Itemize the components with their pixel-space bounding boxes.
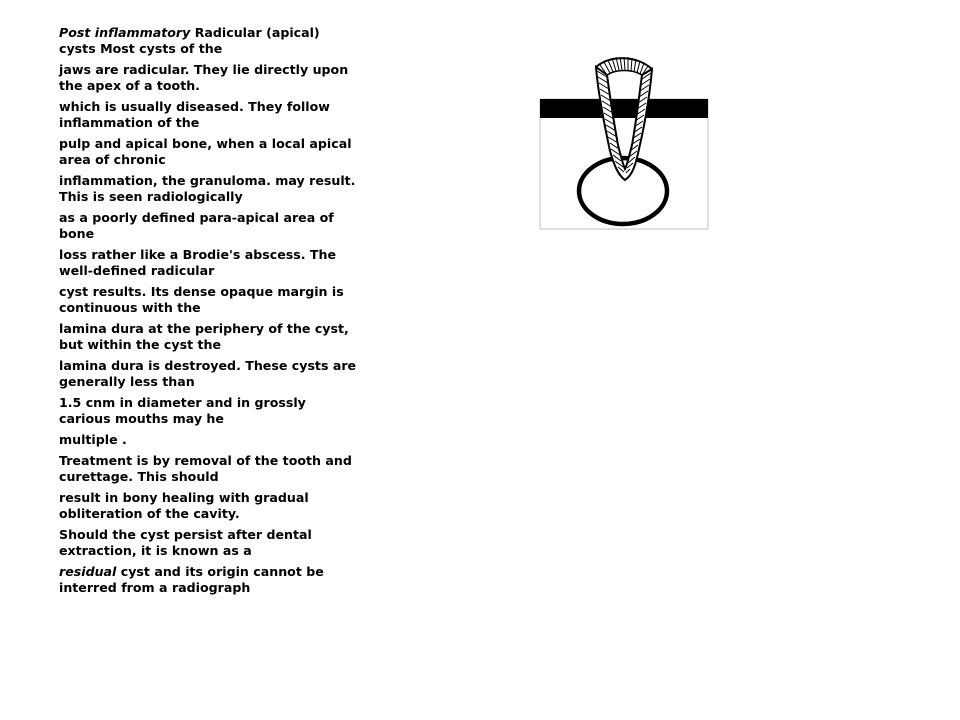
paragraph-15: Should the cyst persist after dental extraction, it is known as a — [59, 527, 312, 558]
paragraph-13: Treatment is by removal of the tooth and curettage. This should — [59, 453, 352, 484]
paragraph-1 — [59, 25, 359, 57]
paragraph-5: inflammation, the granuloma. may result. This is seen radiologically — [59, 173, 356, 204]
paragraph-7: loss rather like a Brodie's abscess. The well-defined radicular — [59, 247, 337, 278]
paragraph-text: cyst and its origin cannot be interred from a radiograph — [59, 564, 324, 595]
tooth-cyst-diagram — [538, 53, 710, 231]
paragraph-12: multiple . — [59, 432, 127, 447]
alveolar-crest-band — [540, 99, 708, 118]
paragraph-9: lamina dura at the periphery of the cyst, but within the cyst the — [59, 321, 349, 352]
paragraph-14: result in bony healing with gradual obliteration of the cavity. — [59, 490, 309, 521]
paragraph-3: which is usually diseased. They follow inflammation of the — [59, 99, 330, 130]
paragraph-10: lamina dura is destroyed. These cysts are generally less than — [59, 358, 357, 389]
paragraph-16 — [59, 564, 359, 596]
paragraph-8: cyst results. Its dense opaque margin is continuous with the — [59, 284, 344, 315]
paragraph-2: jaws are radicular. They lie directly upon the apex of a tooth. — [59, 62, 349, 93]
paragraph-4: pulp and apical bone, when a local apical area of chronic — [59, 136, 352, 167]
paragraph-11: 1.5 cnm in diameter and in grossly carious mouths may he — [59, 395, 306, 426]
paragraph-6: as a poorly defined para-apical area of bone — [59, 210, 334, 241]
paragraph-text: Radicular (apical) cysts Most cysts of the — [59, 25, 320, 56]
italic-lead-post-inflammatory: Post inflammatory — [59, 25, 191, 40]
tooth-cyst-icon — [538, 53, 710, 231]
italic-lead-residual: residual — [59, 564, 117, 579]
body-text — [59, 25, 359, 601]
